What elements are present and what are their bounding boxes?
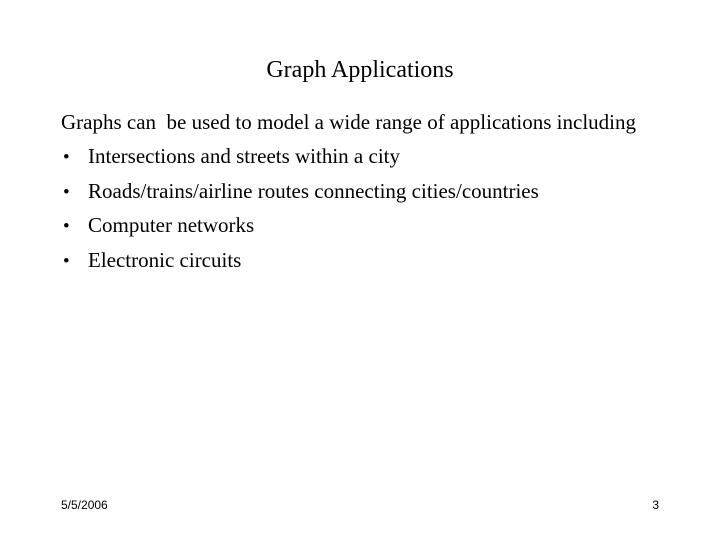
bullet-text: Roads/trains/airline routes connecting cities/countries [88, 178, 539, 203]
bullet-icon: • [63, 147, 70, 168]
page-number: 3 [652, 498, 659, 512]
bullet-text: Intersections and streets within a city [88, 144, 400, 168]
bullet-icon: • [63, 250, 70, 272]
slide-title: Graph Applications [266, 57, 454, 83]
intro-paragraph: Graphs can be used to model a wide range of applications including [61, 110, 636, 134]
bullet-text: Computer networks [88, 213, 255, 237]
bullet-item [61, 139, 681, 174]
bullet-item [61, 243, 681, 278]
bullet-icon: • [63, 181, 70, 203]
slide-body [61, 107, 681, 277]
bullet-text: Electronic circuits [88, 247, 242, 272]
bullet-item [61, 208, 681, 243]
bullet-icon: • [63, 216, 70, 237]
bullet-item [61, 174, 681, 209]
footer-date: 5/5/2006 [61, 498, 108, 512]
bullet-list [61, 139, 681, 277]
